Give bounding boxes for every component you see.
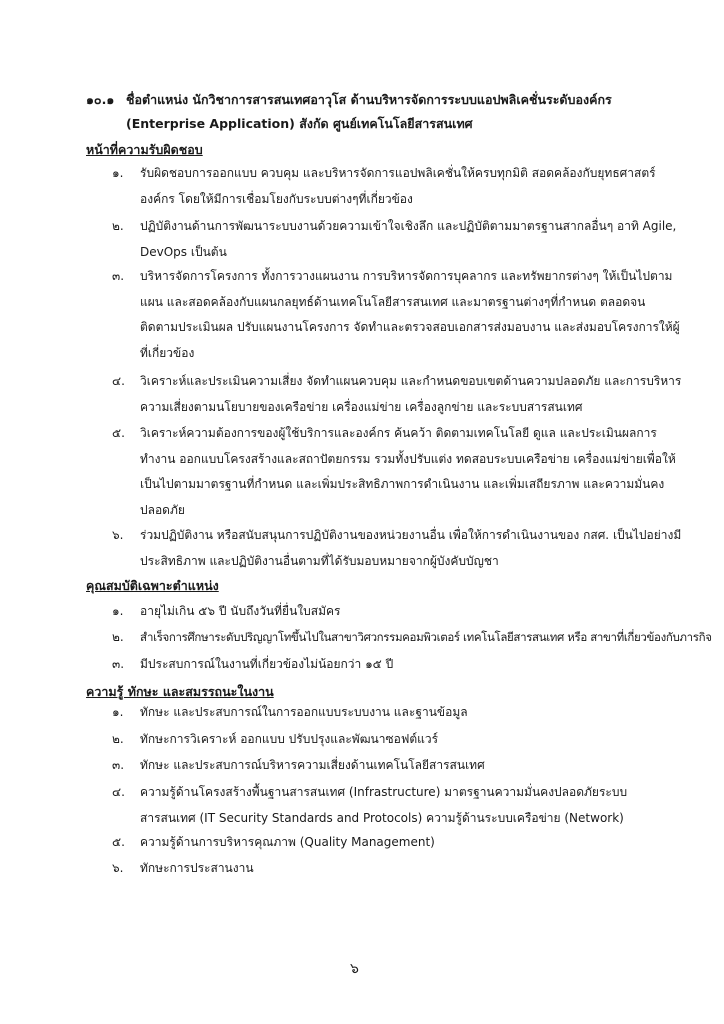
position-title (86, 88, 686, 136)
qualification-item-number: ๒. (112, 630, 124, 644)
skill-item-text: ทักษะการประสานงาน (140, 861, 254, 875)
skill-item-text: ทักษะการวิเคราะห์ ออกแบบ ปรับปรุงและพัฒนาซอฟต์แวร์ (140, 732, 439, 746)
duty-item-1 (112, 161, 682, 212)
skill-item-1 (112, 700, 682, 726)
qualification-item-text: สำเร็จการศึกษาระดับปริญญาโทขึ้นไปในสาขาวิศวกรรมคอมพิวเตอร์ เทคโนโลยีสารสนเทศ หรือ สาขาที่เกี่ยวข้องกับภารกิจ (140, 630, 712, 644)
duty-item-text: บริหารจัดการโครงการ ทั้งการวางแผนงาน การบริหารจัดการบุคลากร และทรัพยากรต่างๆ ให้เป็นไปตามแผน และสอดคล้องกับแผนกลยุทธ์ด้านเทคโนโลยีสารสนเทศ และมาตรฐานต่างๆที่กำหนด ตลอดจนติดตามประเมินผล ปรับแผนงานโครงการ จัดทำและตรวจสอบเอกสารส่งมอบงาน และส่งมอบโครงการให้ผู้ที่เกี่ยวข้อง (140, 269, 680, 360)
skill-item-number: ๒. (112, 732, 124, 746)
duty-item-text: วิเคราะห์และประเมินความเสี่ยง จัดทำแผนควบคุม และกำหนดขอบเขตด้านความปลอดภัย และการบริหารความเสี่ยงตามนโยบายของเครือข่าย เครื่องแม่ข่าย เครื่องลูกข่าย และระบบสารสนเทศ (140, 374, 682, 414)
duty-item-number: ๕. (112, 426, 125, 440)
duty-item-number: ๖. (112, 528, 124, 542)
skill-item-number: ๑. (112, 705, 124, 719)
duty-item-text: ร่วมปฏิบัติงาน หรือสนับสนุนการปฏิบัติงานของหน่วยงานอื่น เพื่อให้การดำเนินงานของ กสศ. เป็นไปอย่างมีประสิทธิภาพ และปฏิบัติงานอื่นตามที่ได้รับมอบหมายจากผู้บังคับบัญชา (140, 528, 682, 568)
qualification-item-text: มีประสบการณ์ในงานที่เกี่ยวข้องไม่น้อยกว่า ๑๕ ปี (140, 657, 394, 671)
skill-item-text: ทักษะ และประสบการณ์บริหารความเสี่ยงด้านเทคโนโลยีสารสนเทศ (140, 758, 485, 772)
duty-item-2 (112, 214, 682, 265)
duty-item-4 (112, 369, 682, 420)
duty-item-number: ๑. (112, 166, 124, 180)
skills-heading: ความรู้ ทักษะ และสมรรถนะในงาน (86, 684, 274, 699)
skill-item-3 (112, 753, 682, 779)
qualification-item-text: อายุไม่เกิน ๕๖ ปี นับถึงวันที่ยื่นใบสมัคร (140, 604, 341, 618)
qualification-item-3 (112, 652, 682, 678)
duty-item-number: ๔. (112, 374, 125, 388)
duty-item-6 (112, 523, 682, 574)
skill-item-number: ๔. (112, 785, 125, 799)
duty-item-3 (112, 264, 682, 366)
position-title-line2: (Enterprise Application) สังกัด ศูนย์เทคโนโลยีสารสนเทศ (126, 116, 473, 131)
duty-item-number: ๒. (112, 219, 124, 233)
qualification-item-1 (112, 599, 682, 625)
skill-item-6 (112, 856, 682, 882)
duty-item-number: ๓. (112, 269, 125, 283)
duty-item-5 (112, 421, 682, 523)
duty-item-text: ปฏิบัติงานด้านการพัฒนาระบบงานด้วยความเข้าใจเชิงลึก และปฏิบัติตามมาตรฐานสากลอื่นๆ อาทิ Agile, DevOps เป็นต้น (140, 219, 677, 259)
skill-item-text: ความรู้ด้านโครงสร้างพื้นฐานสารสนเทศ (Infrastructure) มาตรฐานความมั่นคงปลอดภัยระบบสารสนเทศ (IT Security Standards and Protocols) ความรู้ด้านระบบเครือข่าย (Network) (140, 785, 628, 825)
skill-item-number: ๓. (112, 758, 125, 772)
qualification-item-number: ๓. (112, 657, 125, 671)
skill-item-text: ความรู้ด้านการบริหารคุณภาพ (Quality Management) (140, 835, 435, 849)
page-number: ๖ (350, 961, 359, 977)
duties-heading: หน้าที่ความรับผิดชอบ (86, 142, 203, 157)
skill-item-5 (112, 830, 682, 856)
qualifications-heading: คุณสมบัติเฉพาะตำแหน่ง (86, 578, 219, 593)
duty-item-text: รับผิดชอบการออกแบบ ควบคุม และบริหารจัดการแอปพลิเคชั่นให้ครบทุกมิติ สอดคล้องกับยุทธศาสตร์องค์กร โดยให้มีการเชื่อมโยงกับระบบต่างๆที่เกี่ยวข้อง (140, 166, 656, 206)
qualification-item-2 (112, 625, 712, 651)
skill-item-2 (112, 727, 682, 753)
position-number: ๑๐.๑ (86, 92, 115, 107)
duty-item-text: วิเคราะห์ความต้องการของผู้ใช้บริการและองค์กร ค้นคว้า ติดตามเทคโนโลยี ดูแล และประเมินผลการทำงาน ออกแบบโครงสร้างและสถาปัตยกรรม รวมทั้งปรับแต่ง ทดสอบระบบเครือข่าย เครื่องแม่ข่ายเพื่อให้เป็นไปตามมาตรฐานที่กำหนด และเพิ่มประสิทธิภาพการดำเนินงาน และเพิ่มเสถียรภาพ และความมั่นคงปลอดภัย (140, 426, 676, 517)
skill-item-4 (112, 780, 682, 831)
skill-item-number: ๕. (112, 835, 125, 849)
qualification-item-number: ๑. (112, 604, 124, 618)
skill-item-text: ทักษะ และประสบการณ์ในการออกแบบระบบงาน และฐานข้อมูล (140, 705, 468, 719)
position-title-line1: ชื่อตำแหน่ง นักวิชาการสารสนเทศอาวุโส ด้านบริหารจัดการระบบแอปพลิเคชั่นระดับองค์กร (126, 92, 612, 107)
skill-item-number: ๖. (112, 861, 124, 875)
